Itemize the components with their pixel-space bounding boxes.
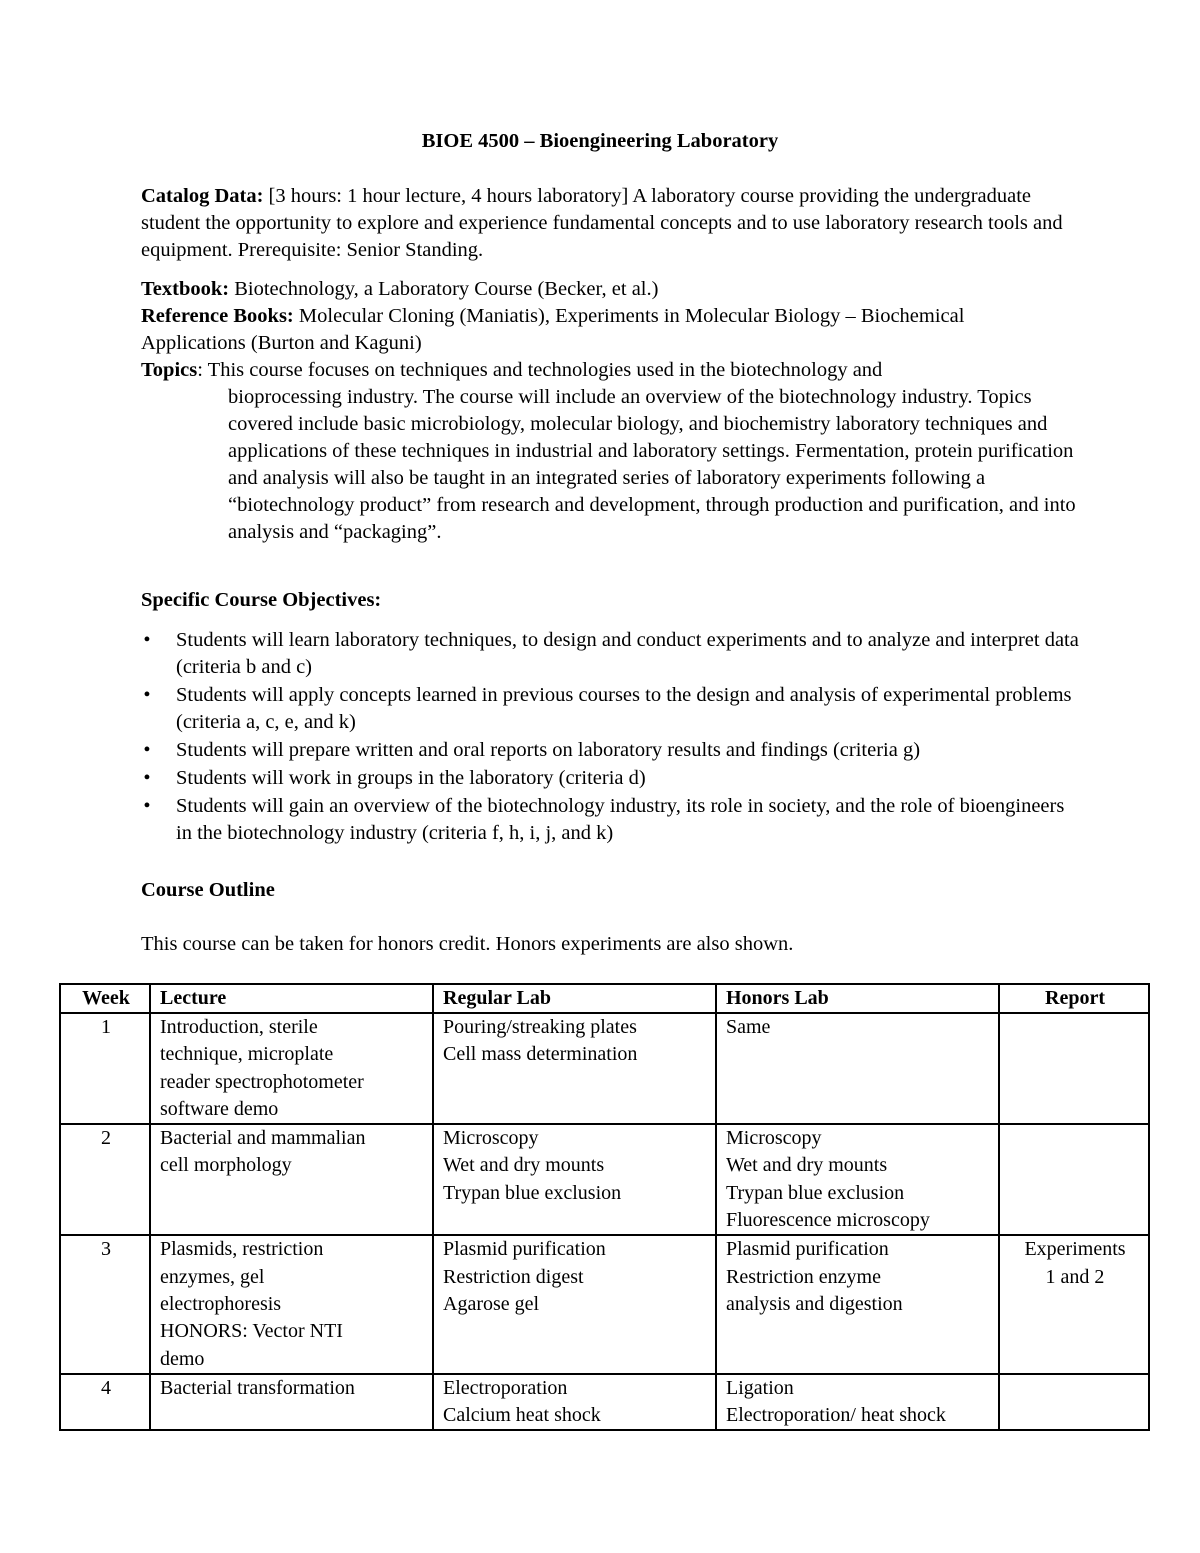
- cell-line: Restriction enzyme: [726, 1265, 881, 1288]
- cell-line: Plasmids, restriction: [160, 1238, 324, 1261]
- cell-line: Electroporation: [443, 1376, 568, 1399]
- cell-line: 1 and 2: [1045, 1265, 1105, 1288]
- catalog-label: Catalog Data:: [141, 185, 264, 207]
- list-item: • Students will work in groups in the laboratory (criteria d): [141, 765, 1081, 792]
- cell-line: 3: [101, 1238, 111, 1261]
- objectives-list: [141, 627, 1081, 848]
- cell-line: analysis and digestion: [726, 1292, 903, 1315]
- list-item: • Students will gain an overview of the biotechnology industry, its role in society, and the role of bioengineers in the biotechnology industry (criteria f, h, i, j, and k): [141, 793, 1081, 847]
- catalog-data: [141, 183, 1071, 264]
- list-item: • Students will apply concepts learned in previous courses to the design and analysis of experimental problems (criteria a, c, e, and k): [141, 682, 1081, 736]
- topics-body: bioprocessing industry. The course will include an overview of the biotechnology industry. Topics covered include basic microbiology, molecular biology, and biochemistry laboratory techniques and applications of these techniques in industrial and laboratory settings. Fermentation, protein purification and analysis will also be taught in an integrated series of laboratory experiments following a “biotechnology product” from research and development, through production and purification, and into analysis and “packaging”.: [228, 386, 1076, 543]
- cell-line: Wet and dry mounts: [443, 1154, 605, 1177]
- list-item: • Students will learn laboratory techniques, to design and conduct experiments and to analyze and interpret data (criteria b and c): [141, 627, 1081, 681]
- textbook-label: Textbook:: [141, 278, 230, 300]
- cell-line: Restriction digest: [443, 1265, 584, 1288]
- cell-line: Cell mass determination: [443, 1043, 638, 1066]
- topics-first-line-text: : This course focuses on techniques and technologies used in the biotechnology and: [197, 359, 883, 381]
- week-cell: [60, 1235, 150, 1373]
- header-honors-lab: Honors Lab: [716, 984, 999, 1013]
- honors-lab-cell: [716, 1235, 999, 1373]
- cell-line: technique, microplate: [160, 1043, 334, 1066]
- cell-line: enzymes, gel: [160, 1265, 265, 1288]
- lecture-cell: [150, 1235, 433, 1373]
- objectives-heading: Specific Course Objectives:: [141, 589, 382, 611]
- report-cell: [999, 1013, 1149, 1124]
- week-cell: [60, 1374, 150, 1431]
- bullet-icon: •: [143, 795, 151, 817]
- honors-lab-cell: [716, 1124, 999, 1235]
- cell-line: Electroporation/ heat shock: [726, 1404, 946, 1427]
- cell-line: HONORS: Vector NTI: [160, 1320, 343, 1343]
- cell-line: reader spectrophotometer: [160, 1070, 364, 1093]
- course-outline-table: [59, 983, 1150, 1431]
- cell-line: Microscopy: [726, 1127, 822, 1150]
- regular-lab-cell: [433, 1124, 716, 1235]
- catalog-text: [3 hours: 1 hour lecture, 4 hours laboratory] A laboratory course providing the undergraduate student the opportunity to explore and experience fundamental concepts and to use laboratory research tools and equipment. Prerequisite: Senior Standing.: [141, 185, 1063, 261]
- cell-line: Trypan blue exclusion: [443, 1181, 622, 1204]
- cell-line: demo: [160, 1347, 205, 1370]
- cell-line: Introduction, sterile: [160, 1016, 318, 1038]
- table-row: [60, 1374, 1149, 1431]
- textbook: [141, 276, 1071, 303]
- honors-lab-cell: [716, 1013, 999, 1124]
- cell-line: cell morphology: [160, 1154, 292, 1177]
- report-cell: [999, 1124, 1149, 1235]
- cell-line: Calcium heat shock: [443, 1404, 601, 1427]
- lecture-cell: [150, 1013, 433, 1124]
- cell-line: Wet and dry mounts: [726, 1154, 888, 1177]
- week-cell: [60, 1013, 150, 1124]
- bullet-icon: •: [143, 684, 151, 706]
- cell-line: Plasmid purification: [443, 1238, 606, 1261]
- table-row: [60, 1013, 1149, 1124]
- header-report: Report: [999, 984, 1149, 1013]
- course-outline-heading: Course Outline: [141, 879, 275, 901]
- topics-label: Topics: [141, 359, 198, 381]
- table-row: [60, 1124, 1149, 1235]
- cell-line: Same: [726, 1016, 771, 1038]
- reference-label: Reference Books:: [141, 305, 294, 327]
- cell-line: Bacterial and mammalian: [160, 1127, 366, 1150]
- lecture-cell: [150, 1374, 433, 1431]
- cell-line: 4: [101, 1376, 111, 1399]
- cell-line: Bacterial transformation: [160, 1376, 355, 1399]
- reference-books: [141, 303, 1001, 357]
- header-regular-lab: Regular Lab: [433, 984, 716, 1013]
- bullet-icon: •: [143, 767, 151, 789]
- textbook-text: Biotechnology, a Laboratory Course (Becker, et al.): [234, 278, 659, 300]
- regular-lab-cell: [433, 1013, 716, 1124]
- cell-line: Experiments: [1024, 1238, 1126, 1261]
- table-row: [60, 1235, 1149, 1373]
- lecture-cell: [150, 1124, 433, 1235]
- header-lecture: Lecture: [150, 984, 433, 1013]
- table-header-row: [60, 984, 1149, 1013]
- cell-line: Ligation: [726, 1376, 794, 1399]
- cell-line: Agarose gel: [443, 1292, 540, 1315]
- cell-line: Plasmid purification: [726, 1238, 889, 1261]
- topics-first-line: [141, 357, 1081, 384]
- cell-line: Fluorescence microscopy: [726, 1209, 930, 1232]
- reference-text: Molecular Cloning (Maniatis), Experiments in Molecular Biology – Biochemical Applications (Burton and Kaguni): [141, 305, 965, 354]
- week-cell: [60, 1124, 150, 1235]
- cell-line: Pouring/streaking plates: [443, 1016, 637, 1038]
- cell-line: 1: [101, 1016, 111, 1038]
- honors-note: This course can be taken for honors credit. Honors experiments are also shown.: [141, 933, 794, 955]
- cell-line: 2: [101, 1127, 111, 1150]
- header-week: Week: [60, 984, 150, 1013]
- cell-line: Trypan blue exclusion: [726, 1181, 905, 1204]
- regular-lab-cell: [433, 1374, 716, 1431]
- page-title: BIOE 4500 – Bioengineering Laboratory: [421, 130, 779, 152]
- report-cell: [999, 1374, 1149, 1431]
- list-item: • Students will prepare written and oral reports on laboratory results and findings (criteria g): [141, 737, 1081, 764]
- bullet-icon: •: [143, 739, 151, 761]
- cell-line: Microscopy: [443, 1127, 539, 1150]
- cell-line: software demo: [160, 1097, 279, 1120]
- cell-line: electrophoresis: [160, 1292, 282, 1315]
- regular-lab-cell: [433, 1235, 716, 1373]
- honors-lab-cell: [716, 1374, 999, 1431]
- report-cell: [999, 1235, 1149, 1373]
- bullet-icon: •: [143, 629, 151, 651]
